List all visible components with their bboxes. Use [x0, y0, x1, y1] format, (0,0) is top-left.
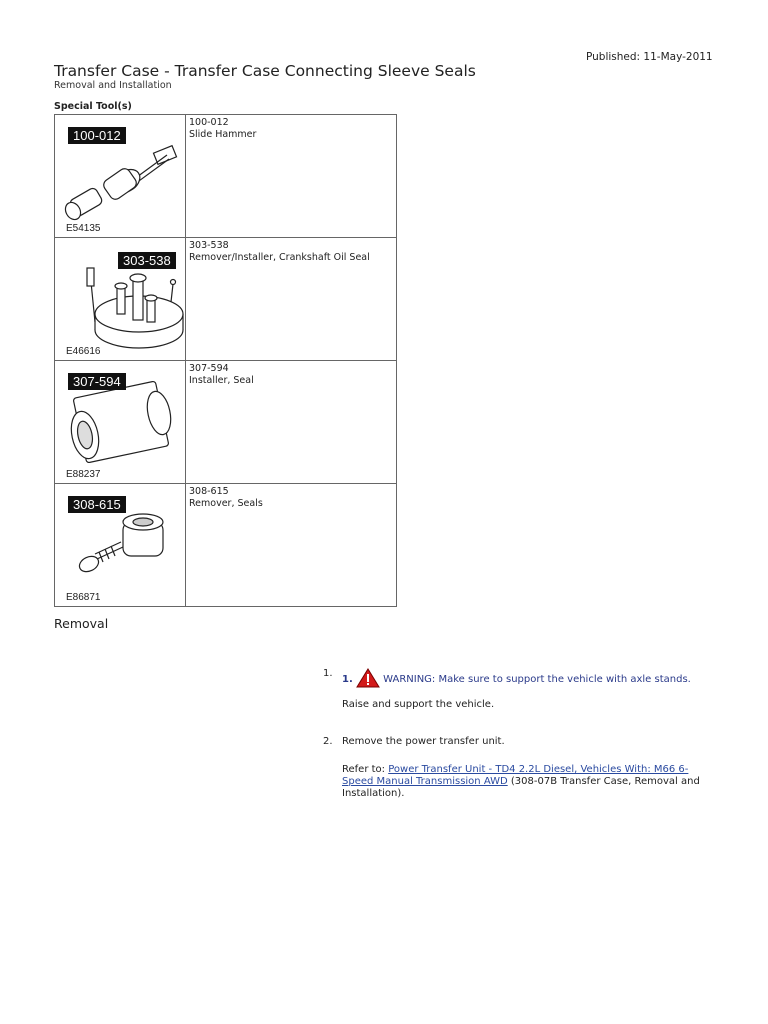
- special-tools-table: [54, 114, 397, 607]
- warning-sub-number: 1.: [342, 674, 353, 685]
- tool-tag: 308-615: [68, 496, 126, 513]
- tool-row: [55, 115, 397, 238]
- tool-image-cell: [55, 238, 186, 361]
- tool-image-id: E54135: [66, 223, 101, 234]
- refer-suffix: (308-07B Transfer Case, Removal and Installation).: [342, 776, 700, 799]
- tool-description-cell: [186, 115, 397, 238]
- tool-row: [55, 361, 397, 484]
- tool-code: 307-594: [189, 363, 229, 374]
- step-text: Remove the power transfer unit.: [342, 736, 505, 747]
- tool-name: Slide Hammer: [189, 129, 257, 140]
- tool-image-id: E88237: [66, 469, 101, 480]
- tool-image-id: E86871: [66, 592, 101, 603]
- tool-description-cell: [186, 238, 397, 361]
- tool-code: 303-538: [189, 240, 229, 251]
- tool-row: [55, 238, 397, 361]
- warning-text: WARNING: Make sure to support the vehicle with axle stands.: [383, 674, 691, 685]
- tool-name: Remover/Installer, Crankshaft Oil Seal: [189, 252, 370, 263]
- published-date: Published: 11-May-2011: [586, 51, 713, 63]
- warning-triangle-icon: [356, 668, 380, 688]
- tool-row: [55, 484, 397, 607]
- tool-image-cell: [55, 115, 186, 238]
- tool-code: 100-012: [189, 117, 229, 128]
- tool-name: Remover, Seals: [189, 498, 263, 509]
- tool-image-cell: [55, 484, 186, 607]
- refer-prefix: Refer to:: [342, 764, 386, 775]
- power-transfer-unit-link[interactable]: Power Transfer Unit - TD4 2.2L Diesel, Vehicles With: M66 6-Speed Manual Transmission AWD: [342, 764, 689, 787]
- page-title: Transfer Case - Transfer Case Connecting Sleeve Seals: [54, 62, 476, 80]
- tool-description-cell: [186, 361, 397, 484]
- tool-description-cell: [186, 484, 397, 607]
- tool-code: 308-615: [189, 486, 229, 497]
- tool-image-id: E46616: [66, 346, 101, 357]
- special-tools-label: Special Tool(s): [54, 101, 132, 112]
- removal-heading: Removal: [54, 616, 109, 631]
- tool-name: Installer, Seal: [189, 375, 254, 386]
- page-subtitle: Removal and Installation: [54, 80, 172, 91]
- tool-tag: 100-012: [68, 127, 126, 144]
- tool-tag: 303-538: [118, 252, 176, 269]
- refer-to-paragraph: [342, 764, 710, 800]
- step-warning: [342, 668, 702, 688]
- step-number: 1.: [323, 668, 333, 679]
- step-text: Raise and support the vehicle.: [342, 699, 495, 710]
- step-number: 2.: [323, 736, 333, 747]
- tool-image-cell: [55, 361, 186, 484]
- tool-tag: 307-594: [68, 373, 126, 390]
